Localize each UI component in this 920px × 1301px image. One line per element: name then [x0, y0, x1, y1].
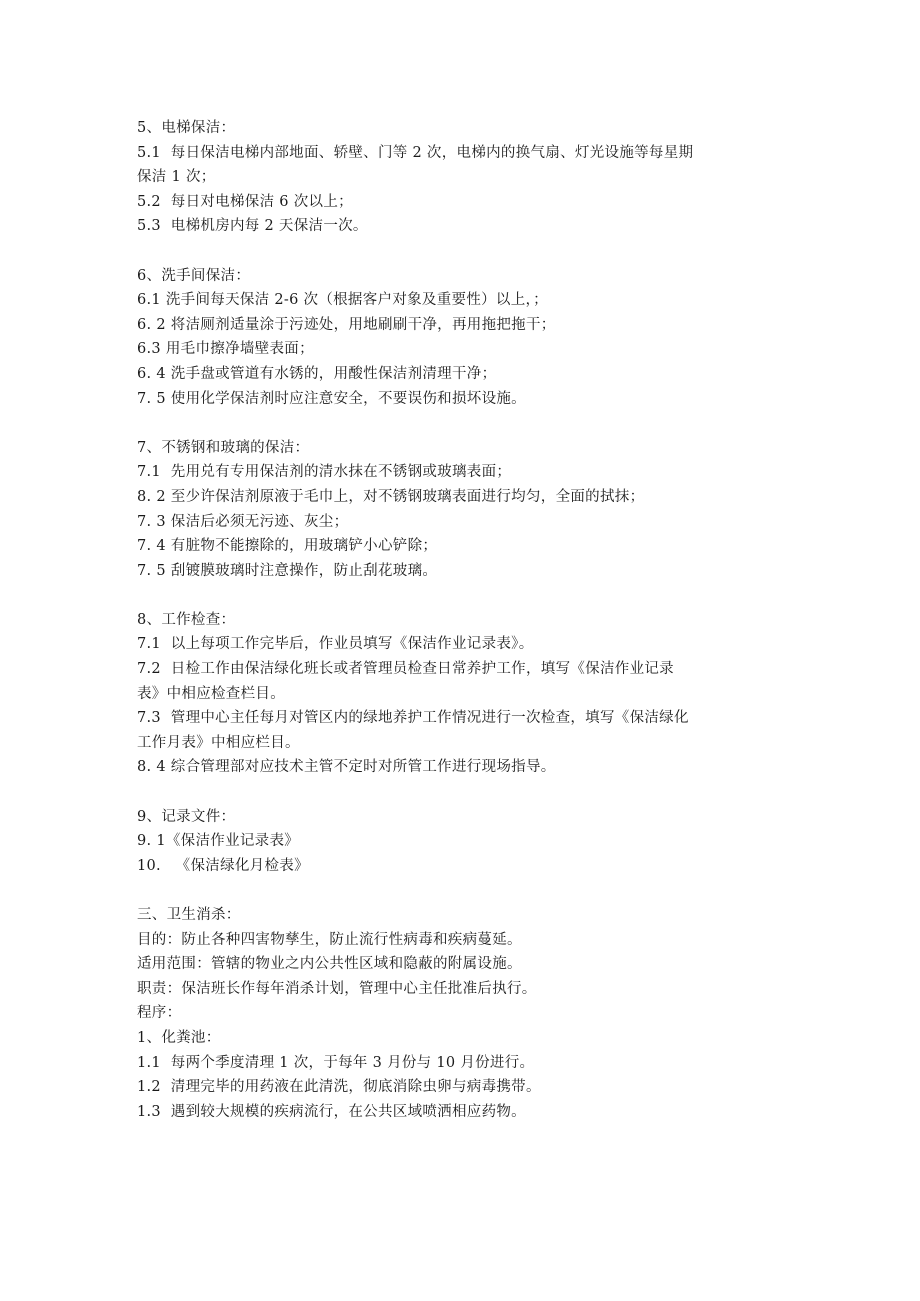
section-record-files: [137, 805, 797, 879]
text-line: 6. 4 洗手盘或管道有水锈的，用酸性保洁剂清理干净；: [137, 365, 497, 382]
paragraph-gap: [137, 411, 797, 436]
section-heading: 9、记录文件：: [137, 808, 236, 825]
text-line: 7. 5 使用化学保洁剂时应注意安全，不要误伤和损坏设施。: [137, 390, 526, 407]
text-line: 表》中相应检查栏目。: [137, 685, 285, 702]
section-heading: 5、电梯保洁：: [137, 120, 236, 136]
text-line: 10. 《保洁绿化月检表》: [137, 857, 309, 874]
text-line: 目的：防止各种四害物孳生，防止流行性病毒和疾病蔓延。: [137, 931, 522, 948]
text-line: 8. 2 至少许保洁剂原液于毛巾上，对不锈钢玻璃表面进行均匀，全面的拭抹；: [137, 488, 645, 505]
text-line: 程序：: [137, 1005, 182, 1022]
text-line: 适用范围：管辖的物业之内公共性区域和隐蔽的附属设施。: [137, 956, 522, 973]
text-line: 1、化粪池：: [137, 1029, 221, 1046]
text-line: 6.3 用毛巾擦净墙壁表面；: [137, 341, 314, 358]
section-sanitation-disinfection: [137, 903, 797, 1124]
text-line: 7.1 先用兑有专用保洁剂的清水抹在不锈钢或玻璃表面；: [137, 464, 512, 481]
text-line: 1.2 清理完毕的用药液在此清洗，彻底消除虫卵与病毒携带。: [137, 1079, 541, 1096]
text-line: 8. 4 综合管理部对应技术主管不定时对所管工作进行现场指导。: [137, 759, 556, 776]
text-line: 7.2 日检工作由保洁绿化班长或者管理员检查日常养护工作，填写《保洁作业记录: [137, 661, 674, 678]
text-line: 7.1 以上每项工作完毕后，作业员填写《保洁作业记录表》。: [137, 636, 534, 653]
text-line: 1.3 遇到较大规模的疾病流行，在公共区域喷洒相应药物。: [137, 1103, 526, 1120]
section-heading: 6、洗手间保洁：: [137, 267, 251, 284]
paragraph-gap: [137, 878, 797, 903]
text-line: 职责：保洁班长作每年消杀计划，管理中心主任批准后执行。: [137, 980, 537, 997]
section-elevator-cleaning: [137, 116, 797, 239]
text-line: 7. 5 刮镀膜玻璃时注意操作，防止刮花玻璃。: [137, 562, 438, 579]
section-steel-glass-cleaning: [137, 436, 797, 584]
paragraph-gap: [137, 780, 797, 805]
document-page: [137, 116, 797, 1124]
section-heading: 8、工作检查：: [137, 611, 236, 628]
text-line: 7. 4 有脏物不能擦除的，用玻璃铲小心铲除；: [137, 538, 438, 555]
section-work-inspection: [137, 608, 797, 780]
text-line: 5.3 电梯机房内每 2 天保洁一次。: [137, 218, 368, 235]
text-line: 保洁 1 次；: [137, 169, 216, 186]
section-restroom-cleaning: [137, 264, 797, 412]
text-line: 6.1 洗手间每天保洁 2-6 次（根据客户对象及重要性）以上，；: [137, 292, 548, 309]
text-line: 7.3 管理中心主任每月对管区内的绿地养护工作情况进行一次检查，填写《保洁绿化: [137, 710, 689, 727]
paragraph-gap: [137, 583, 797, 608]
text-line: 工作月表》中相应栏目。: [137, 734, 300, 751]
text-line: 9. 1《保洁作业记录表》: [137, 833, 300, 850]
text-line: 5.2 每日对电梯保洁 6 次以上；: [137, 193, 353, 210]
text-line: 7. 3 保洁后必须无污迹、灰尘；: [137, 513, 349, 530]
text-line: 1.1 每两个季度清理 1 次，于每年 3 月份与 10 月份进行。: [137, 1054, 535, 1071]
text-line: 5.1 每日保洁电梯内部地面、轿壁、门等 2 次，电梯内的换气扇、灯光设施等每星期: [137, 144, 694, 161]
text-line: 6. 2 将洁厕剂适量涂于污迹处，用地刷刷干净，再用拖把拖干；: [137, 316, 556, 333]
paragraph-gap: [137, 239, 797, 264]
section-heading: 7、不锈钢和玻璃的保洁：: [137, 439, 310, 456]
section-heading: 三、卫生消杀：: [137, 907, 241, 923]
